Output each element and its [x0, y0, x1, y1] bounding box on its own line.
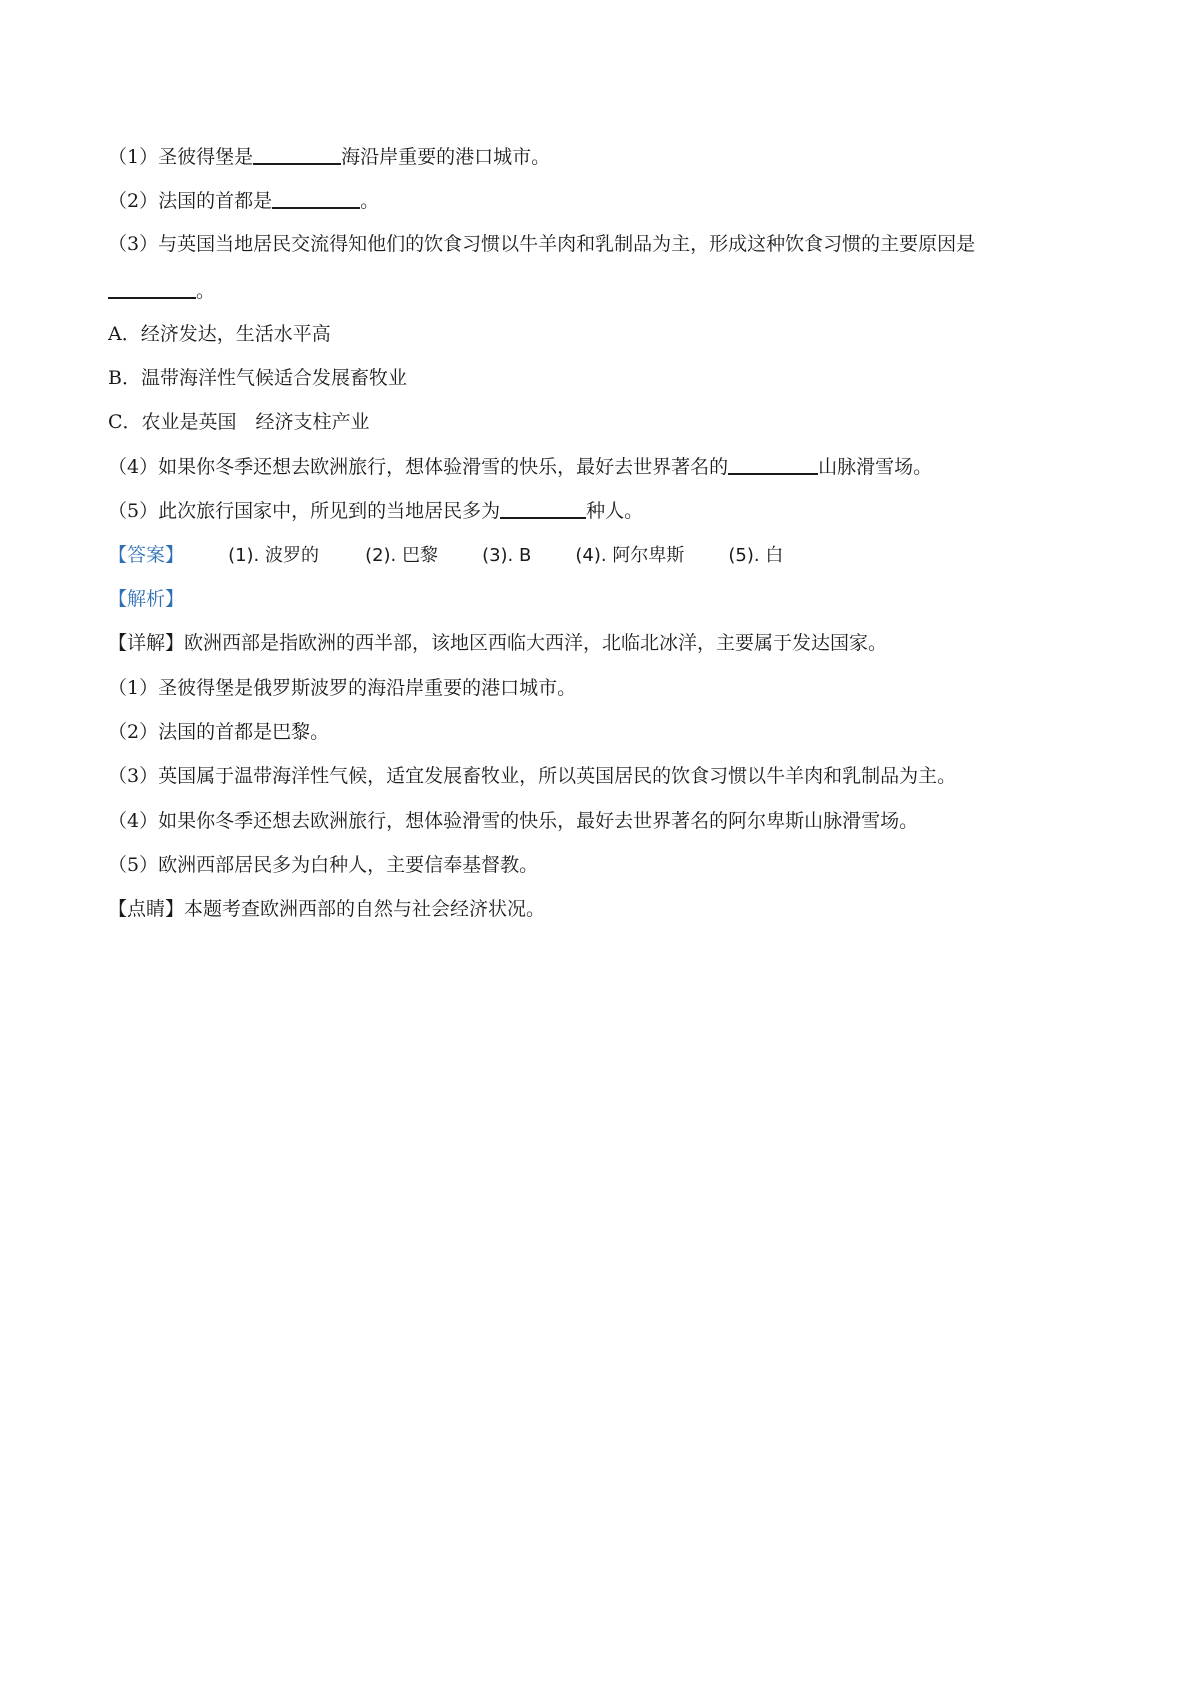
question-4 — [108, 453, 932, 480]
analysis-comment: 【点睛】本题考查欧洲西部的自然与社会经济状况。 — [108, 898, 546, 920]
q1-suffix: 海沿岸重要的港口城市。 — [341, 146, 551, 168]
question-3 — [108, 231, 975, 257]
option-b: B．温带海洋性气候适合发展畜牧业 — [108, 367, 407, 389]
q5-blank — [500, 497, 586, 519]
analysis-detail: 【详解】欧洲西部是指欧洲的西半部，该地区西临大西洋，北临北冰洋，主要属于发达国家。 — [108, 632, 888, 654]
explanation-1: （1）圣彼得堡是俄罗斯波罗的海沿岸重要的港口城市。 — [108, 677, 577, 699]
q2-blank — [272, 187, 360, 209]
q4-suffix: 山脉滑雪场。 — [818, 456, 933, 478]
q3-suffix: 。 — [196, 280, 216, 302]
question-3-blank-line — [108, 277, 215, 304]
q5-suffix: 种人。 — [586, 500, 644, 522]
explanation-4: （4）如果你冬季还想去欧洲旅行，想体验滑雪的快乐，最好去世界著名的阿尔卑斯山脉滑雪场。 — [108, 810, 919, 832]
q1-prefix: （1）圣彼得堡是 — [108, 146, 254, 168]
q2-suffix: 。 — [360, 190, 380, 212]
question-2 — [108, 187, 379, 214]
answer-item-5: (5). 白 — [728, 545, 784, 566]
q3-text: （3）与英国当地居民交流得知他们的饮食习惯以牛羊肉和乳制品为主，形成这种饮食习惯的主要原因是 — [108, 233, 976, 255]
explanation-2: （2）法国的首都是巴黎。 — [108, 721, 330, 743]
q1-blank — [253, 143, 341, 165]
explanation-5: （5）欧洲西部居民多为白种人，主要信奉基督教。 — [108, 854, 539, 876]
q4-blank — [728, 453, 818, 475]
q4-prefix: （4）如果你冬季还想去欧洲旅行，想体验滑雪的快乐，最好去世界著名的 — [108, 456, 729, 478]
answer-label: 【答案】 — [108, 544, 185, 566]
question-1 — [108, 143, 550, 170]
option-a: A．经济发达，生活水平高 — [108, 323, 331, 345]
q5-prefix: （5）此次旅行国家中，所见到的当地居民多为 — [108, 500, 501, 522]
explanation-3: （3）英国属于温带海洋性气候，适宜发展畜牧业，所以英国居民的饮食习惯以牛羊肉和乳制品为主。 — [108, 765, 957, 787]
answer-item-1: (1). 波罗的 — [228, 545, 320, 566]
answer-item-2: (2). 巴黎 — [365, 545, 439, 566]
q2-prefix: （2）法国的首都是 — [108, 190, 273, 212]
answer-item-3: (3). B — [482, 545, 532, 566]
q3-blank — [108, 277, 196, 299]
question-5 — [108, 497, 643, 524]
answer-item-4: (4). 阿尔卑斯 — [575, 545, 685, 566]
analysis-label: 【解析】 — [108, 588, 185, 610]
answer-line — [108, 542, 783, 569]
option-c: C．农业是英国 经济支柱产业 — [108, 411, 370, 433]
